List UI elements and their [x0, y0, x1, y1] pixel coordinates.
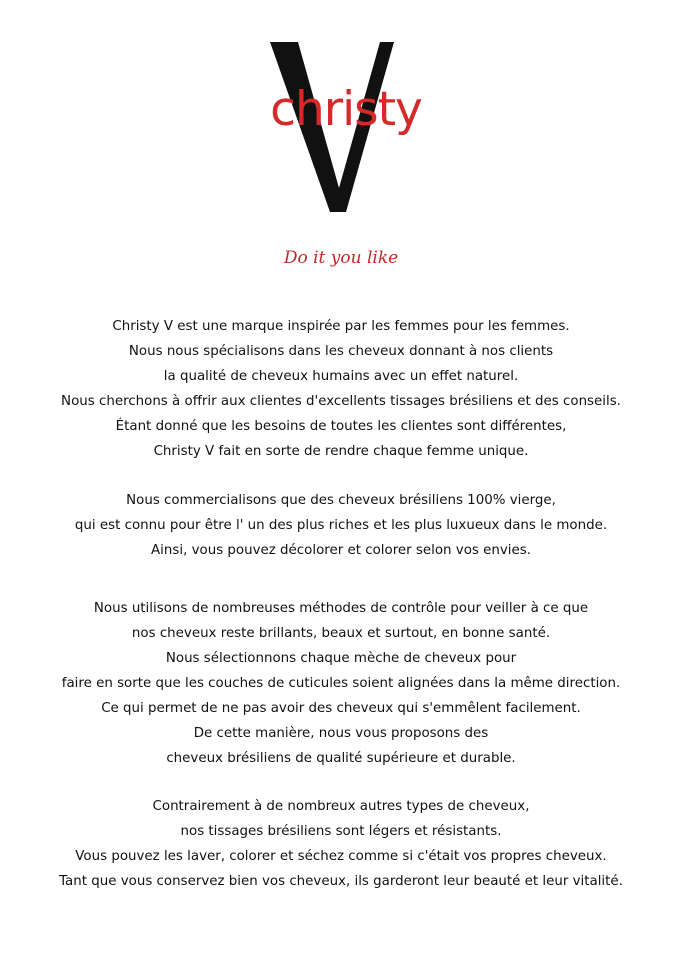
- paragraph-product: [0, 488, 682, 563]
- text-line: Christy V est une marque inspirée par les femmes pour les femmes.: [112, 319, 570, 334]
- tagline: Do it you like: [283, 248, 399, 268]
- text-line: Nous sélectionnons chaque mèche de cheveux pour: [165, 651, 517, 666]
- text-line: Nous cherchons à offrir aux clientes d'excellents tissages brésiliens et des conseils.: [61, 394, 621, 409]
- text-line: Vous pouvez les laver, colorer et séchez comme si c'était vos propres cheveux.: [75, 849, 607, 864]
- text-line: nos cheveux reste brillants, beaux et surtout, en bonne santé.: [131, 626, 551, 641]
- text-line: Christy V fait en sorte de rendre chaque femme unique.: [153, 444, 529, 459]
- paragraph-care: [0, 794, 682, 894]
- text-line: Nous nous spécialisons dans les cheveux donnant à nos clients: [128, 344, 554, 359]
- text-line: Ainsi, vous pouvez décolorer et colorer selon vos envies.: [151, 543, 531, 558]
- paragraph-quality-control: [0, 596, 682, 771]
- text-line: qui est connu pour être l' un des plus riches et les plus luxueux dans le monde.: [74, 518, 608, 533]
- paragraph-intro: [0, 314, 682, 464]
- text-line: nos tissages brésiliens sont légers et résistants.: [180, 824, 502, 839]
- text-line: Tant que vous conservez bien vos cheveux, ils garderont leur beauté et leur vitalité.: [59, 874, 623, 889]
- text-line: Ce qui permet de ne pas avoir des cheveux qui s'emmêlent facilement.: [101, 701, 581, 716]
- text-line: Nous commercialisons que des cheveux brésiliens 100% vierge,: [126, 493, 556, 508]
- text-line: Étant donné que les besoins de toutes les clientes sont différentes,: [115, 419, 567, 434]
- text-line: faire en sorte que les couches de cuticules soient alignées dans la même direction.: [61, 676, 621, 691]
- text-line: la qualité de cheveux humains avec un effet naturel.: [163, 369, 519, 384]
- logo-wordmark: christy: [270, 82, 422, 137]
- text-line: Contrairement à de nombreux autres types de cheveux,: [152, 799, 530, 814]
- text-line: De cette manière, nous vous proposons des: [193, 726, 489, 741]
- text-line: cheveux brésiliens de qualité supérieure et durable.: [166, 751, 516, 766]
- christy-v-logo: [246, 38, 436, 218]
- text-line: Nous utilisons de nombreuses méthodes de contrôle pour veiller à ce que: [93, 601, 589, 616]
